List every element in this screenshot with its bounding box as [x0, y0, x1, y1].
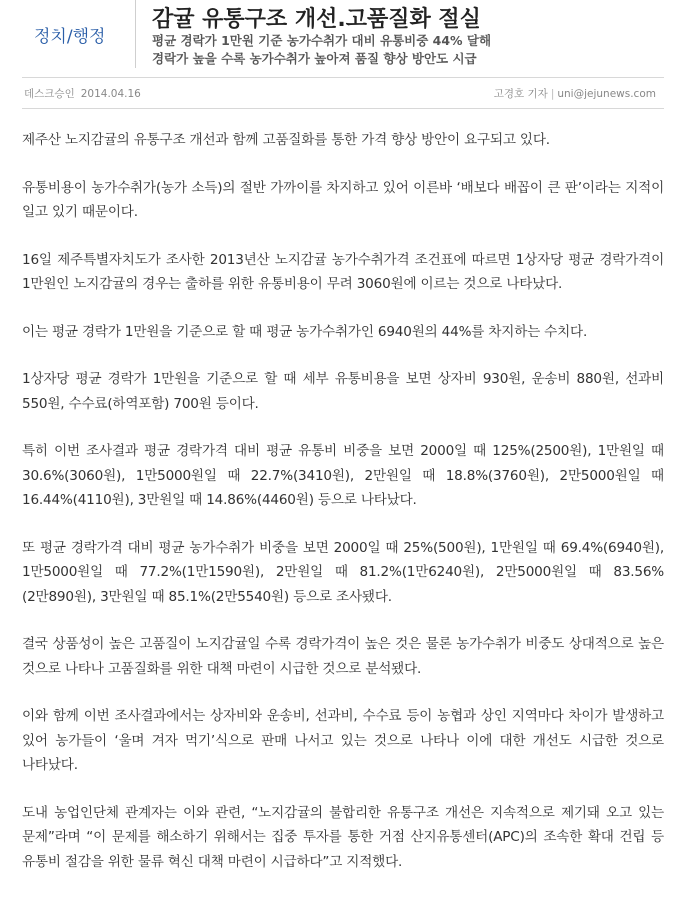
article-paragraph: 또 평균 경락가격 대비 평균 농가수취가 비중을 보면 2000일 때 25%(500원), 1만원일 때 69.4%(6940원), 1만5000원일 때 77.2%(1만1590원), 2만원일 때 81.2%(1만6240원), 2만5000원일 때 83.56%(2만890원), 3만원일 때 85.1%(2만5540원) 등으로 조사됐다. [22, 539, 664, 605]
reporter-name: 고경호 기자 [493, 88, 548, 100]
article-subtitle-1: 평균 경락가 1만원 기준 농가수취가 대비 유통비중 44% 달해 [152, 33, 492, 48]
article-paragraph: 1상자당 평균 경락가 1만원을 기준으로 할 때 세부 유통비용을 보면 상자비 930원, 운송비 880원, 선과비 550원, 수수료(하역포함) 700원 등이다. [22, 371, 664, 412]
reporter-email[interactable]: uni@jejunews.com [557, 88, 656, 100]
article-paragraph: 이와 함께 이번 조사결과에서는 상자비와 운송비, 선과비, 수수료 등이 농협과 상인 지역마다 차이가 발생하고 있어 농가들이 ‘울며 겨자 먹기’식으로 판매 나서고 있는 것으로 나타나 이에 대한 개선도 시급한 것으로 나타났다. [22, 708, 664, 773]
article-title: 감귤 유통구조 개선.고품질화 절실 [152, 7, 481, 32]
byline [494, 86, 656, 101]
section-label[interactable]: 정치/행정 [34, 27, 106, 47]
article-paragraph: 제주산 노지감귤의 유통구조 개선과 함께 고품질화를 통한 가격 향상 방안이 요구되고 있다. [22, 132, 550, 148]
article-subtitle-2: 경락가 높을 수록 농가수취가 높아져 품질 향상 방안도 시급 [152, 51, 477, 66]
article-paragraph: 도내 농업인단체 관계자는 이와 관련, “노지감귤의 불합리한 유통구조 개선은 지속적으로 제기돼 오고 있는 문제”라며 “이 문제를 해소하기 위해서는 집중 투자를 통한 거점 산지유통센터(APC)의 조속한 확대 건립 등 유통비 절감을 위한 물류 혁신 대책 마련이 시급하다”고 지적했다. [22, 804, 664, 870]
publish-date: 2014.04.16 [80, 88, 141, 100]
article-paragraph: 유통비용이 농가수취가(농가 소득)의 절반 가까이를 차지하고 있어 이른바 ‘배보다 배꼽이 큰 판’이라는 지적이 일고 있기 때문이다. [22, 179, 664, 220]
approval-info [24, 86, 141, 101]
article-paragraph: 특히 이번 조사결과 평균 경락가격 대비 평균 유통비 비중을 보면 2000일 때 125%(2500원), 1만원일 때 30.6%(3060원), 1만5000원일 때 22.7%(3410원), 2만원일 때 18.8%(3760원), 2만5000원일 때 16.44%(4110원), 3만원일 때 14.86%(4460원) 등으로 나타났다. [22, 443, 664, 508]
byline-separator: | [550, 88, 555, 100]
article-header [0, 0, 692, 72]
article-meta-bar [22, 77, 664, 109]
article-body [22, 128, 664, 897]
article-paragraph: 결국 상품성이 높은 고품질이 노지감귤일 수록 경락가격이 높은 것은 물론 농가수취가 비중도 상대적으로 높은 것으로 나타나 고품질화를 위한 대책 마련이 시급한 것으로 분석됐다. [22, 636, 664, 677]
approval-label: 데스크승인 [24, 88, 75, 100]
article-paragraph: 16일 제주특별자치도가 조사한 2013년산 노지감귤 농가수취가격 조건표에 따르면 1상자당 평균 경락가격이 1만원인 노지감귤의 경우는 출하를 위한 유통비용이 무려 3060원에 이르는 것으로 나타났다. [22, 251, 664, 292]
header-divider [135, 0, 136, 68]
article-paragraph: 이는 평균 경락가 1만원을 기준으로 할 때 평균 농가수취가인 6940원의 44%를 차지하는 수치다. [22, 323, 588, 340]
